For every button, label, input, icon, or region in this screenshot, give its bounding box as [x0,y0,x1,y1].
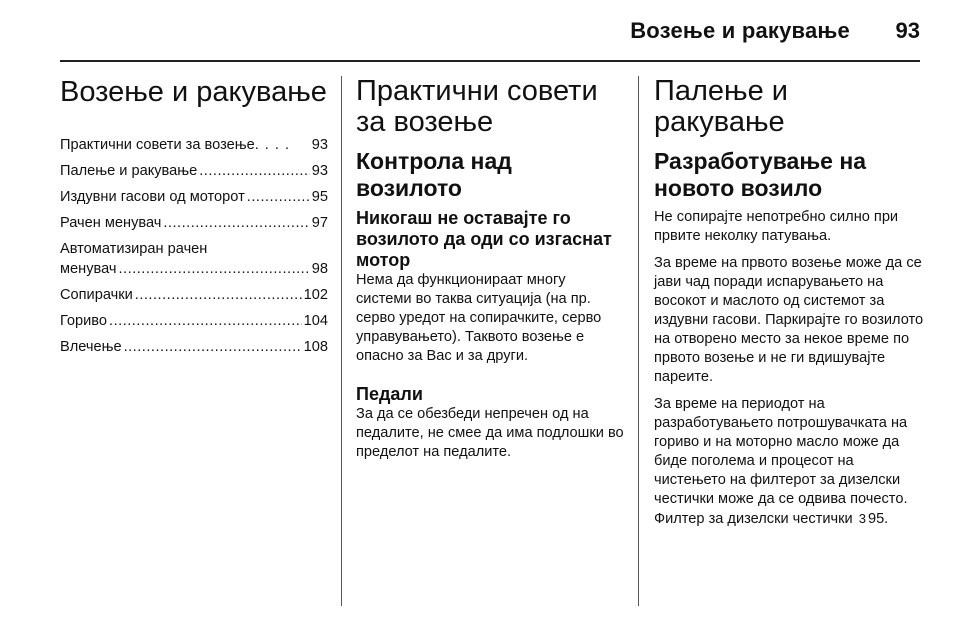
toc-item[interactable] [60,285,328,305]
toc-page: 102 [303,287,328,304]
toc-label: Издувни гасови од моторот [60,189,245,206]
toc-label: менувач [60,261,117,278]
toc-label: Сопирачки [60,287,133,304]
toc-label: Практични совети за возење [60,137,255,154]
chapter-title: Возење и ракување [60,76,327,108]
toc-label: Рачен менувач [60,215,162,232]
header-rule [60,60,920,62]
toc-page: 97 [311,215,328,232]
section-heading: Разработување на новото возило [654,148,867,201]
chapter-contents [60,76,328,363]
page-number: 93 [895,18,920,43]
section-title: Практични совети за возење [356,75,598,138]
toc-page: 93 [311,137,328,154]
body-paragraph: За да се обезбеди непречен од на педалите, не смее да има подлошки во пределот на педалите. [356,406,624,460]
subsection-heading: Педали [356,384,423,404]
toc-dots: . . . . [254,137,291,154]
toc-item[interactable] [60,337,328,357]
toc-leader [135,285,302,305]
column-divider-right [638,76,639,606]
toc-label: Палење и ракување [60,163,198,180]
toc-page: 98 [311,261,328,278]
toc-label: Влечење [60,339,122,356]
body-paragraph: Не сопирајте непотребно силно при првите неколку патувања. [654,209,899,244]
toc-item[interactable] [60,213,328,233]
toc-leader [163,213,309,233]
toc-label-line1: Автоматизиран рачен [60,241,208,258]
toc-item[interactable] [60,187,328,207]
toc-leader [119,259,310,279]
toc-page: 95 [311,189,328,206]
toc-leader [199,161,310,181]
toc-item[interactable] [60,135,328,155]
toc-item[interactable] [60,161,328,181]
toc-item[interactable] [60,239,328,279]
section-title: Палење и ракување [654,75,788,138]
body-paragraph [654,395,924,529]
toc-page: 108 [303,339,328,356]
body-text: За време на периодот на разработувањето потрошувачката на гориво и на моторно масло може да биде поголема и процесот на чистењето на филтерот за дизелски честички може да се одвива почесто. Филтер за дизелски честички [654,396,908,527]
column-divider-left [341,76,342,606]
starting-operating-section [654,76,924,537]
subsection-heading: Никогаш не оставајте го возилото да оди со изгаснат мотор [356,208,612,270]
driving-hints-section [356,76,624,470]
body-paragraph: Нема да функционираат многу системи во таква ситуација (на пр. серво уредот на сопирачките, серво управувањето). Таквото возење е опасно за Вас и за други. [356,272,602,364]
toc-leader [109,311,302,331]
page-reference-link[interactable]: 95. [867,511,889,527]
page-header-title: Возење и ракување [630,18,850,43]
page-reference-icon: 3 [858,511,866,526]
toc-leader [124,337,302,357]
toc-item[interactable] [60,311,328,331]
toc-leader [247,187,310,207]
section-heading: Контрола над возилото [356,148,512,201]
body-paragraph: За време на првото возење може да се јави чад поради испарувањето на восокот и маслото од системот за издувни гасови. Паркирајте го возилото на отворено место за некое време по првото возење и не ги вдишувајте пареите. [654,255,924,385]
toc-page: 104 [303,313,328,330]
toc-label: Гориво [60,313,108,330]
toc-page: 93 [311,163,328,180]
